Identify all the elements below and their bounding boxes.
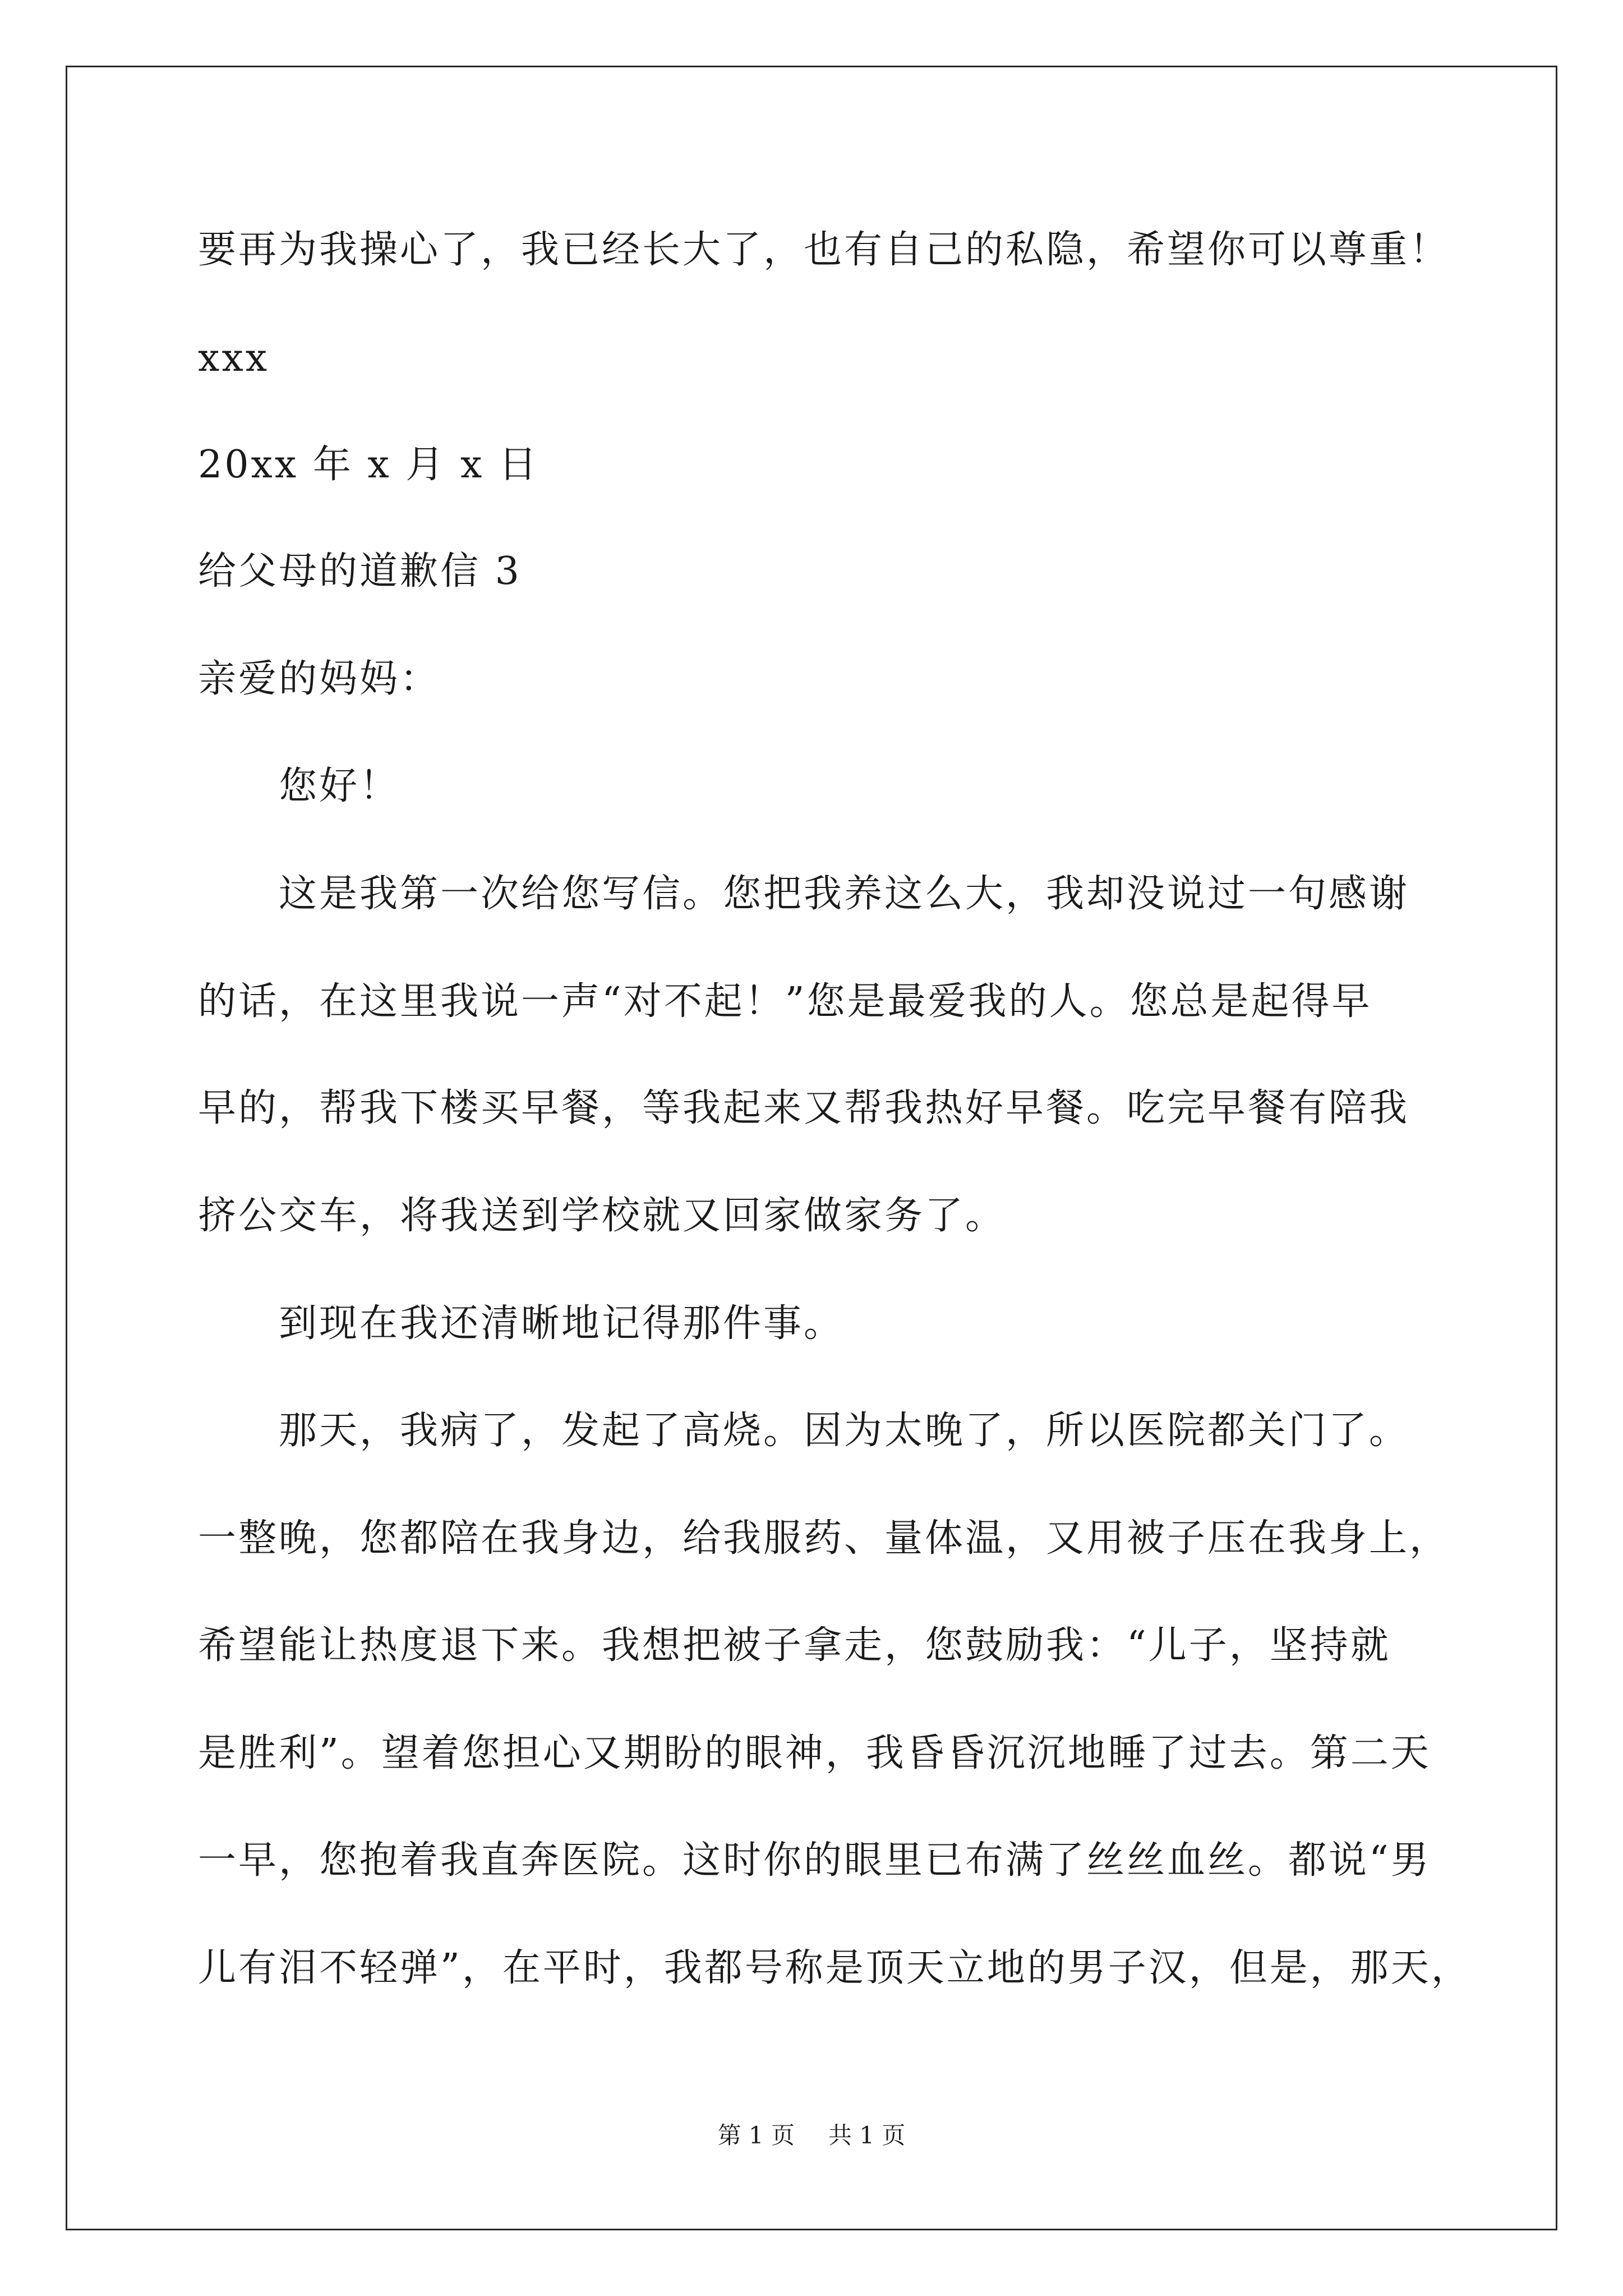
paragraph-line: 儿有泪不轻弹”，在平时，我都号称是顶天立地的男子汉，但是，那天， [198, 1946, 1472, 1990]
page-number-current: 第 1 页 [717, 2122, 795, 2149]
paragraph-line: 一早，您抱着我直奔医院。这时你的眼里已布满了丝丝血丝。都说“男 [198, 1838, 1431, 1883]
page-border [66, 66, 1557, 2230]
page-number-total: 共 1 页 [828, 2122, 906, 2149]
signature-line: xxx [198, 336, 270, 380]
paragraph-line: 一整晚，您都陪在我身边，给我服药、量体温，又用被子压在我身上， [198, 1516, 1450, 1561]
paragraph-line: 挤公交车，将我送到学校就又回家做家务了。 [198, 1194, 1006, 1238]
greeting: 您好！ [279, 764, 400, 808]
paragraph-line: 的话，在这里我说一声“对不起！”您是最爱我的人。您总是起得早 [198, 979, 1372, 1024]
salutation: 亲爱的妈妈： [198, 657, 441, 701]
page-footer [0, 2124, 1623, 2147]
paragraph-line: 那天，我病了，发起了高烧。因为太晚了，所以医院都关门了。 [279, 1409, 1410, 1453]
paragraph-line: 早的，帮我下楼买早餐，等我起来又帮我热好早餐。吃完早餐有陪我 [198, 1086, 1410, 1130]
paragraph-line: 到现在我还清晰地记得那件事。 [279, 1301, 845, 1346]
paragraph-line: 这是我第一次给您写信。您把我养这么大，我却没说过一句感谢 [279, 872, 1410, 916]
date-line: 20xx 年 x 月 x 日 [198, 443, 540, 487]
paragraph-line: 是胜利”。望着您担心又期盼的眼神，我昏昏沉沉地睡了过去。第二天 [198, 1731, 1431, 1775]
text-line: 要再为我操心了，我已经长大了，也有自己的私隐，希望你可以尊重！ [198, 228, 1450, 272]
letter-title: 给父母的道歉信 3 [198, 549, 522, 593]
paragraph-line: 希望能让热度退下来。我想把被子拿走，您鼓励我：“儿子，坚持就 [198, 1623, 1391, 1668]
